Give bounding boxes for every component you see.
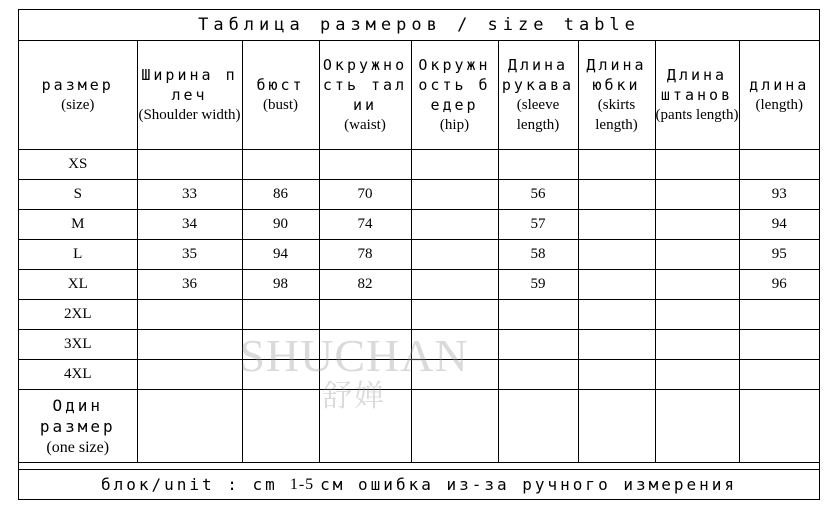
column-header [319, 41, 411, 150]
column-header [655, 41, 739, 150]
measurement-cell [578, 390, 655, 463]
watermark-cjk: 舒婵 [322, 380, 386, 413]
measurement-cell [655, 390, 739, 463]
column-header-en: (hip) [439, 117, 470, 133]
measurement-cell [655, 240, 739, 270]
size-label: XL [19, 270, 137, 300]
measurement-cell [137, 390, 242, 463]
column-header-ru: бюст [256, 76, 305, 94]
measurement-cell [411, 180, 498, 210]
measurement-cell [578, 270, 655, 300]
measurement-cell [739, 300, 819, 330]
footer-unit: блок/unit : cm [100, 475, 278, 494]
measurement-cell [498, 390, 578, 463]
measurement-cell [137, 360, 242, 390]
table-row [19, 300, 819, 330]
measurement-cell: 78 [319, 240, 411, 270]
measurement-cell [739, 390, 819, 463]
column-header-ru: Ширина плеч [141, 66, 238, 104]
column-header-en: (waist) [344, 117, 386, 133]
table-row [19, 210, 819, 240]
table-row [19, 150, 819, 180]
measurement-cell [655, 150, 739, 180]
size-label: 4XL [19, 360, 137, 390]
column-header-ru: длина [749, 76, 810, 94]
measurement-cell: 82 [319, 270, 411, 300]
measurement-cell [242, 390, 319, 463]
measurement-cell [578, 180, 655, 210]
measurement-cell [319, 300, 411, 330]
table-row [19, 270, 819, 300]
table-title: Таблица размеров / size table [19, 10, 819, 41]
measurement-cell: 98 [242, 270, 319, 300]
measurement-cell [739, 330, 819, 360]
footer-note: см ошибка из-за ручного измерения [320, 475, 738, 494]
measurement-cell [319, 360, 411, 390]
measurement-cell [655, 300, 739, 330]
measurement-cell [242, 330, 319, 360]
measurement-cell: 94 [242, 240, 319, 270]
column-header-en: (pants length) [655, 107, 739, 123]
column-header-en: (length) [755, 97, 803, 113]
column-header [739, 41, 819, 150]
one-size-ru: Один размер [39, 395, 116, 436]
measurement-cell: 58 [498, 240, 578, 270]
size-label: XS [19, 150, 137, 180]
column-header-en: (sleeve length) [516, 97, 560, 133]
size-label: L [19, 240, 137, 270]
column-header [498, 41, 578, 150]
column-header [137, 41, 242, 150]
measurement-cell [137, 330, 242, 360]
measurement-cell [655, 360, 739, 390]
measurement-cell: 56 [498, 180, 578, 210]
measurement-cell: 74 [319, 210, 411, 240]
measurement-cell [578, 300, 655, 330]
measurement-cell [319, 390, 411, 463]
column-header-ru: Окружность талии [322, 56, 408, 114]
measurement-cell: 90 [242, 210, 319, 240]
one-size-en: (one size) [46, 438, 110, 456]
measurement-cell: 95 [739, 240, 819, 270]
column-header [242, 41, 319, 150]
measurement-cell [137, 150, 242, 180]
measurement-cell [411, 240, 498, 270]
measurement-cell [411, 330, 498, 360]
measurement-cell [411, 270, 498, 300]
column-header-ru: Длина юбки [586, 56, 647, 94]
table-row [19, 330, 819, 360]
measurement-cell: 57 [498, 210, 578, 240]
measurement-cell [411, 210, 498, 240]
measurement-cell [578, 150, 655, 180]
footer-range: 1-5 [289, 475, 315, 493]
measurement-cell: 33 [137, 180, 242, 210]
measurement-cell [242, 360, 319, 390]
column-header-ru: Длина рукава [501, 56, 575, 94]
measurement-cell [655, 330, 739, 360]
measurement-cell: 70 [319, 180, 411, 210]
measurement-cell [498, 300, 578, 330]
measurement-cell: 86 [242, 180, 319, 210]
column-header [411, 41, 498, 150]
size-table [19, 41, 819, 463]
size-table-frame [18, 9, 820, 500]
measurement-cell [319, 330, 411, 360]
table-row [19, 240, 819, 270]
column-header-en: (skirts length) [595, 97, 638, 133]
table-row-one-size [19, 390, 819, 463]
table-body [19, 150, 819, 463]
column-header-ru: Длина штанов [660, 66, 734, 104]
measurement-cell [498, 330, 578, 360]
column-header [19, 41, 137, 150]
measurement-cell [411, 150, 498, 180]
measurement-cell: 96 [739, 270, 819, 300]
measurement-cell [739, 150, 819, 180]
column-header-en: (Shoulder width) [138, 107, 241, 123]
size-label: 2XL [19, 300, 137, 330]
column-header-en: (bust) [263, 97, 298, 113]
table-row [19, 180, 819, 210]
size-label: S [19, 180, 137, 210]
measurement-cell [578, 360, 655, 390]
measurement-cell: 36 [137, 270, 242, 300]
measurement-cell [137, 300, 242, 330]
column-header [578, 41, 655, 150]
measurement-cell [242, 150, 319, 180]
measurement-cell [411, 360, 498, 390]
measurement-cell [411, 300, 498, 330]
measurement-cell [498, 360, 578, 390]
measurement-cell [319, 150, 411, 180]
measurement-cell: 35 [137, 240, 242, 270]
measurement-cell [578, 210, 655, 240]
measurement-cell: 34 [137, 210, 242, 240]
measurement-cell [655, 180, 739, 210]
measurement-cell [739, 360, 819, 390]
table-row [19, 360, 819, 390]
measurement-cell [655, 210, 739, 240]
measurement-cell [498, 150, 578, 180]
measurement-cell [411, 390, 498, 463]
size-label: 3XL [19, 330, 137, 360]
size-label-one-size [19, 390, 137, 463]
watermark-latin: SHUCHAN [239, 330, 469, 381]
size-label: M [19, 210, 137, 240]
header-row [19, 41, 819, 150]
column-header-ru: Окружность бедер [418, 56, 491, 114]
measurement-cell [578, 330, 655, 360]
measurement-cell [655, 270, 739, 300]
measurement-cell: 59 [498, 270, 578, 300]
column-header-en: (size) [61, 97, 95, 113]
measurement-cell: 94 [739, 210, 819, 240]
measurement-cell [578, 240, 655, 270]
measurement-cell: 93 [739, 180, 819, 210]
table-footer [19, 469, 819, 499]
measurement-cell [242, 300, 319, 330]
column-header-ru: размер [41, 76, 114, 94]
